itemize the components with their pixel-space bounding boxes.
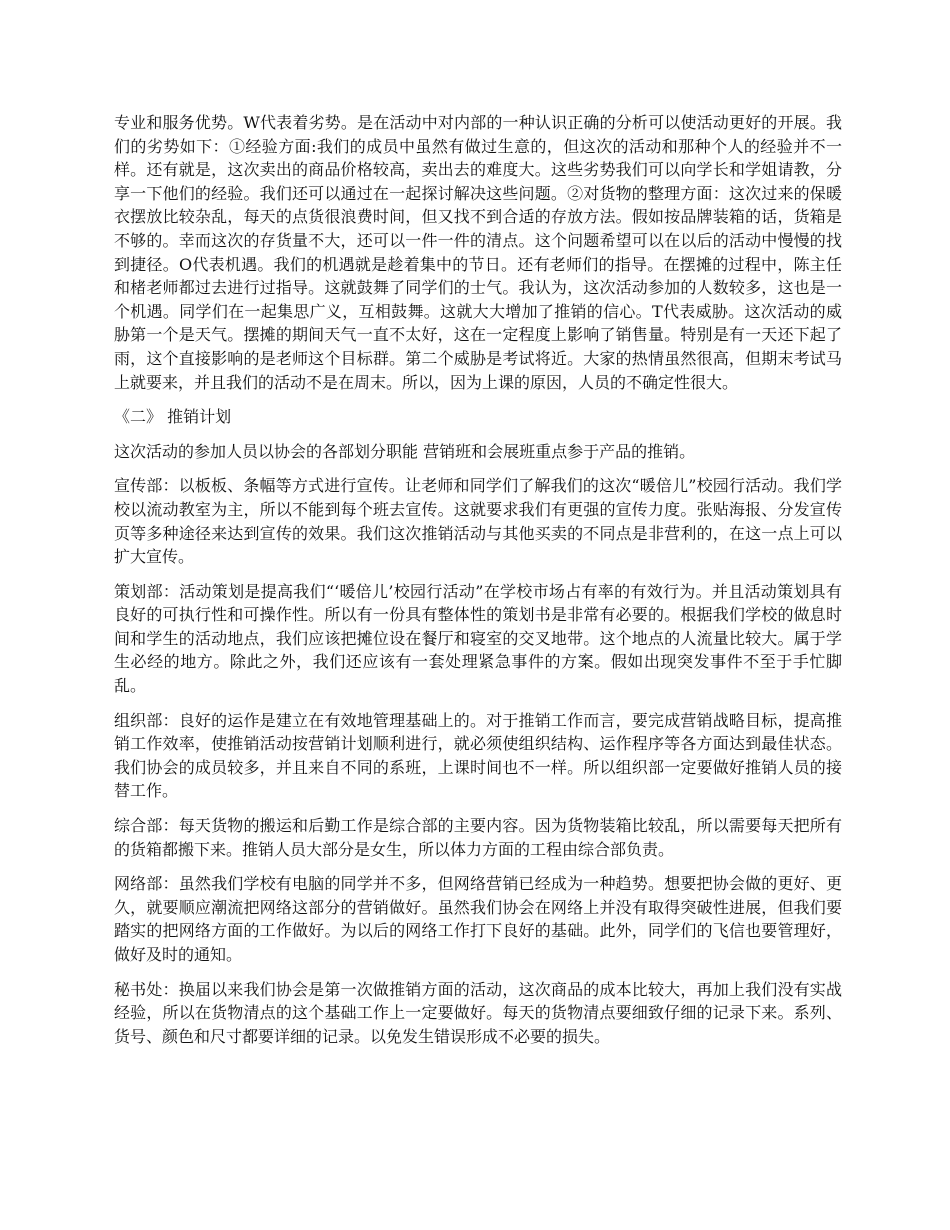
paragraph-publicity-dept: 宣传部：以板板、条幅等方式进行宣传。让老师和同学们了解我们的这次“暖倍儿”校园行活动。我们学校以流动教室为主，所以不能到每个班去宣传。这就要求我们有更强的宣传力度。张贴海报、分发宣传页等多种途径来达到宣传的效果。我们这次推销活动与其他买卖的不同点是非营利的，在这一点上可以扩大宣传。 <box>114 476 842 567</box>
paragraph-general-dept: 综合部：每天货物的搬运和后勤工作是综合部的主要内容。因为货物装箱比较乱，所以需要每天把所有的货箱都搬下来。推销人员大部分是女生，所以体力方面的工程由综合部负责。 <box>114 816 842 859</box>
paragraph-organization-dept: 组织部：良好的运作是建立在有效地管理基础上的。对于推销工作而言，要完成营销战略目标，提高推销工作效率，使推销活动按营销计划顺利进行，就必须使组织结构、运作程序等各方面达到最佳状态。我们协会的成员较多，并且来自不同的系班，上课时间也不一样。所以组织部一定要做好推销人员的接替工作。 <box>114 710 842 801</box>
paragraph-network-dept: 网络部：虽然我们学校有电脑的同学并不多，但网络营销已经成为一种趋势。想要把协会做的更好、更久，就要顺应潮流把网络这部分的营销做好。虽然我们协会在网络上并没有取得突破性进展，但我们要踏实的把网络方面的工作做好。为以后的网络工作打下良好的基础。此外，同学们的飞信也要管理好，做好及时的通知。 <box>114 874 842 964</box>
document-body <box>114 111 842 1059</box>
paragraph-secretariat: 秘书处：换届以来我们协会是第一次做推销方面的活动，这次商品的成本比较大，再加上我们没有实战经验，所以在货物清点的这个基础工作上一定要做好。每天的货物清点要细致仔细的记录下来。系列、货号、颜色和尺寸都要详细的记录。以免发生错误形成不必要的损失。 <box>114 979 842 1046</box>
paragraph-planning-dept: 策划部：活动策划是提高我们“‘暖倍儿’校园行活动”在学校市场占有率的有效行为。并且活动策划具有良好的可执行性和可操作性。所以有一份具有整体性的策划书是非常有必要的。根据我们学校的做息时间和学生的活动地点，我们应该把摊位设在餐厅和寝室的交叉地带。这个地点的人流量比较大。属于学生必经的地方。除此之外，我们还应该有一套处理紧急事件的方案。假如出现突发事件不至于手忙脚乱。 <box>114 581 842 696</box>
section-heading-sales-plan: 《二》 推销计划 <box>114 407 232 427</box>
paragraph-participants: 这次活动的参加人员以协会的各部划分职能 营销班和会展班重点参于产品的推销。 <box>114 441 696 461</box>
paragraph-swot-analysis: 专业和服务优势。W代表着劣势。是在活动中对内部的一种认识正确的分析可以使活动更好的开展。我们的劣势如下：①经验方面:我们的成员中虽然有做过生意的，但这次的活动和那种个人的经验并不一样。还有就是，这次卖出的商品价格较高，卖出去的难度大。这些劣势我们可以向学长和学姐请教，分享一下他们的经验。我们还可以通过在一起探讨解决这些问题。②对货物的整理方面：这次过来的保暖衣摆放比较杂乱，每天的点货很浪费时间，但又找不到合适的存放方法。假如按品牌装箱的话，货箱是不够的。幸而这次的存货量不大，还可以一件一件的清点。这个问题希望可以在以后的活动中慢慢的找到捷径。O代表机遇。我们的机遇就是趁着集中的节日。还有老师们的指导。在摆摊的过程中，陈主任和楮老师都过去进行过指导。这就鼓舞了同学们的士气。我认为，这次活动参加的人数较多，这也是一个机遇。同学们在一起集思广义，互相鼓舞。这就大大增加了推销的信心。T代表威胁。这次活动的威胁第一个是天气。摆摊的期间天气一直不太好，这在一定程度上影响了销售量。特别是有一天还下起了雨，这个直接影响的是老师这个目标群。第二个威胁是考试将近。大家的热情虽然很高，但期末考试马上就要来，并且我们的活动不是在周末。所以，因为上课的原因，人员的不确定性很大。 <box>114 113 842 392</box>
